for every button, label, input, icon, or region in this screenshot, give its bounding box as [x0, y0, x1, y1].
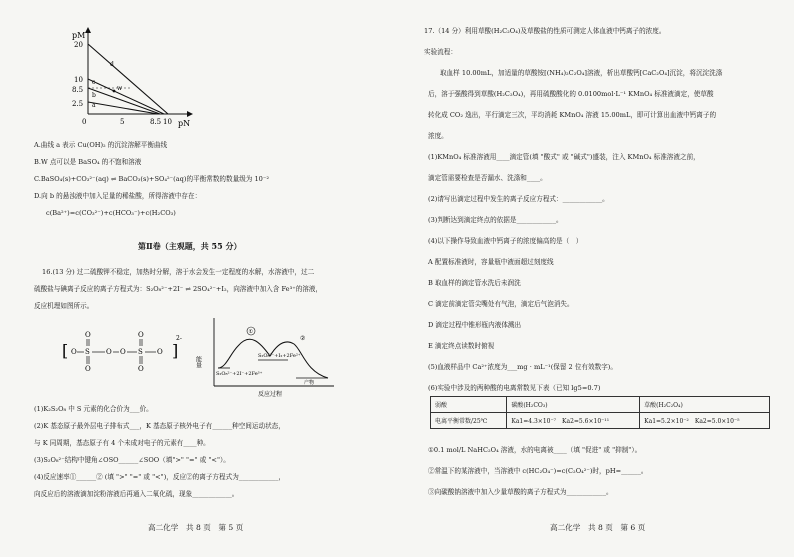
q17-sub-2: ②常温下的某溶液中，当溶液中 c(HC₂O₄⁻)=c(C₂O₄²⁻)时，pH=______。 [428, 467, 648, 475]
q15-option-b: B.W 点可以是 BaSO₄ 的不饱和溶液 [34, 158, 142, 166]
q17-title: 17.（14 分）利用草酸(H₂C₂O₄)及草酸盐的性质可测定人体血液中钙离子的浓度。 [424, 27, 666, 35]
ytick-20: 20 [74, 41, 83, 49]
q17-option-d: D 滴定过程中锥形瓶内液体溅出 [428, 321, 522, 329]
q15-option-d: D.向 b 的悬浊液中加入足量的稀盐酸，所得溶液中存在： [34, 192, 202, 200]
table-header-cell: 弱酸 [431, 397, 507, 413]
table-header-cell: 碳酸(H₂CO₃) [507, 397, 640, 413]
q16-part-3: (3)S₂O₈²⁻结构中键角∠OSO______∠SOO（填">" "=" 或 "<"）。 [34, 456, 230, 464]
curve-d [88, 44, 168, 114]
q17-part-4: (4)以下操作导致血液中钙离子的浓度偏高的是（ ） [428, 237, 583, 245]
ytick-2-5: 2.5 [72, 100, 84, 108]
svg-text:[: [ [62, 341, 69, 360]
curve-label-b: b [92, 92, 96, 99]
curve-label-a: a [92, 102, 96, 109]
graph-x-label: pN [178, 119, 191, 128]
peroxodisulfate-structure [62, 326, 182, 376]
table-header-row [431, 397, 770, 413]
q17-sub-3: ③向碳酸钠溶液中加入少量草酸的离子方程式为____________。 [428, 488, 613, 496]
q17-part-3: (3)判断达到滴定终点的依据是____________。 [428, 216, 563, 224]
q17-procedure-line-4: 浓度。 [428, 132, 448, 140]
q17-part-1: (1)KMnO₄ 标准溶液用____滴定管(填 "酸式" 或 "碱式")盛装，注入 KMnO₄ 标准溶液之前， [428, 153, 700, 161]
xtick-5: 5 [120, 118, 125, 126]
q17-part-2: (2)请写出滴定过程中发生的离子反应方程式：____________。 [428, 195, 609, 203]
q17-sub-1: ①0.1 mol/L NaHC₂O₄ 溶液，水的电离被____（填 "促进" 或 "抑制"）。 [428, 446, 642, 454]
ytick-0: 0 [82, 118, 87, 126]
section-title: 第Ⅱ卷（主观题，共 55 分） [138, 241, 242, 251]
curve-label-d: d [110, 61, 114, 68]
svg-text:O: O [138, 365, 144, 373]
q16-intro-line-2: 硫酸盐与碘离子反应的离子方程式为：S₂O₈²⁻+2I⁻ ⇌ 2SO₄²⁻+I₂，向溶液中加入含 Fe³⁺的溶液， [34, 285, 323, 293]
q17-part-1-cont: 滴定管需要检查是否漏水、洗涤和____。 [428, 174, 547, 182]
intermediate-label: S₂O₈²⁻+I₂+2Fe²⁺ [258, 353, 301, 359]
table-row [431, 413, 770, 429]
page-5-footer: 高二化学 共 8 页 第 5 页 [148, 523, 244, 532]
table-header-cell: 草酸(H₂C₂O₄) [640, 397, 770, 413]
q17-part-5: (5)血液样品中 Ca²⁺浓度为___mg · mL⁻¹(保留 2 位有效数字)。 [428, 363, 617, 371]
energy-y-label: 能量 [194, 356, 202, 368]
q17-procedure-line-3: 转化成 CO₂ 逸出，平行滴定三次，平均消耗 KMnO₄ 溶液 15.00mL，即可计算出血液中钙离子的 [428, 111, 717, 119]
svg-text:O: O [85, 331, 91, 339]
q16-part-4: (4)反应速率①______② (填 ">" "=" 或 "<")，反应②的离子方程式为____________， [34, 473, 285, 481]
svg-text:O: O [106, 348, 112, 356]
svg-text:S: S [138, 348, 143, 356]
xtick-8-5: 8.5 [150, 118, 162, 126]
ionization-constant-table [430, 396, 770, 429]
q16-part-2: (2)K 基态原子最外层电子排布式___，K 基态原子核外电子有______种空间运动状态， [34, 422, 285, 430]
graph-y-label: pM [72, 31, 86, 40]
q17-option-e: E 滴定终点读数时俯视 [428, 342, 495, 350]
ytick-10: 10 [74, 76, 83, 84]
solubility-graph [62, 22, 202, 132]
point-label-w: w [117, 85, 123, 92]
q17-option-b: B 取血样的滴定管水洗后未润洗 [428, 279, 521, 287]
table-cell-carbonic: Ka1=4.3×10⁻⁷ Ka2=5.6×10⁻¹¹ [507, 413, 640, 429]
svg-text:O: O [85, 365, 91, 373]
q17-option-a: A 配置标准液时，容量瓶中液面超过刻度线 [428, 258, 554, 266]
q16-part-1: (1)K₂S₂O₈ 中 S 元素的化合价为___价。 [34, 405, 153, 413]
curve-b [88, 88, 160, 114]
q16-intro-line-3: 反应机理如图所示。 [34, 302, 94, 310]
table-row-label: 电离平衡常数/25℃ [431, 413, 507, 429]
svg-text:O: O [138, 331, 144, 339]
q16-intro-line-1: 16.(13 分) 过二硫酸钾不稳定，加热时分解，溶于水会发生一定程度的水解，水溶液中，过二 [42, 268, 315, 276]
peak-2-label: ② [300, 335, 306, 342]
energy-diagram [196, 316, 336, 398]
product-label: 产物 [304, 380, 315, 386]
page-6 [400, 0, 794, 557]
q17-procedure-line-2: 后，溶于强酸得到草酸(H₂C₂O₄)，再用硫酸酸化的 0.0100mol·L⁻¹ KMnO₄ 标准液滴定，使草酸 [428, 90, 714, 98]
q15-option-d-cont: c(Ba²⁺)=c(CO₃²⁻)+c(HCO₃⁻)+c(H₂CO₃) [46, 209, 176, 217]
point-w [113, 90, 116, 93]
svg-text:O: O [157, 348, 163, 356]
svg-text:O: O [120, 348, 126, 356]
curve-a [88, 102, 158, 114]
q15-option-a: A.曲线 a 表示 Cu(OH)₂ 的沉淀溶解平衡曲线 [34, 141, 168, 149]
q17-procedure-line-1: 取血样 10.00mL，加适量的草酸铵[(NH₄)₂C₂O₄]溶液，析出草酸钙[CaC₂O₄]沉淀，将沉淀洗涤 [440, 69, 723, 77]
svg-text:]: ] [172, 341, 179, 360]
q17-procedure-label: 实验流程： [424, 48, 457, 56]
svg-text:O: O [71, 348, 77, 356]
structure-charge: 2- [176, 335, 182, 342]
energy-x-label: 反应过程 [258, 391, 283, 398]
curve-label-c: c [92, 79, 96, 86]
svg-text:S: S [85, 348, 90, 356]
q15-option-c: C.BaSO₄(s)+CO₃²⁻(aq) ⇌ BaCO₃(s)+SO₄²⁻(aq)的平衡常数的数量级为 10⁻² [34, 175, 269, 183]
q17-part-6: (6)实验中涉及的两种酸的电离常数见下表（已知 lg5=0.7) [428, 384, 601, 392]
q16-part-2-cont: 与 K 同周期，基态原子有 4 个未成对电子的元素有____种。 [34, 439, 210, 447]
xtick-10: 10 [163, 118, 172, 126]
table-cell-oxalic: Ka1=5.2×10⁻² Ka2=5.0×10⁻⁵ [640, 413, 770, 429]
ytick-8-5: 8.5 [72, 86, 84, 94]
q17-option-c: C 滴定前滴定管尖嘴处有气泡，滴定后气泡消失。 [428, 300, 574, 308]
page-6-footer: 高二化学 共 8 页 第 6 页 [550, 523, 646, 532]
peak-1-label: ① [248, 329, 253, 335]
reactant-label: S₂O₈²⁻+2I⁻+2Fe³⁺ [216, 371, 263, 377]
q16-part-4-cont: 向反应后的溶液滴加淀粉溶液后再通入二氧化硫，现象____________。 [34, 490, 239, 498]
